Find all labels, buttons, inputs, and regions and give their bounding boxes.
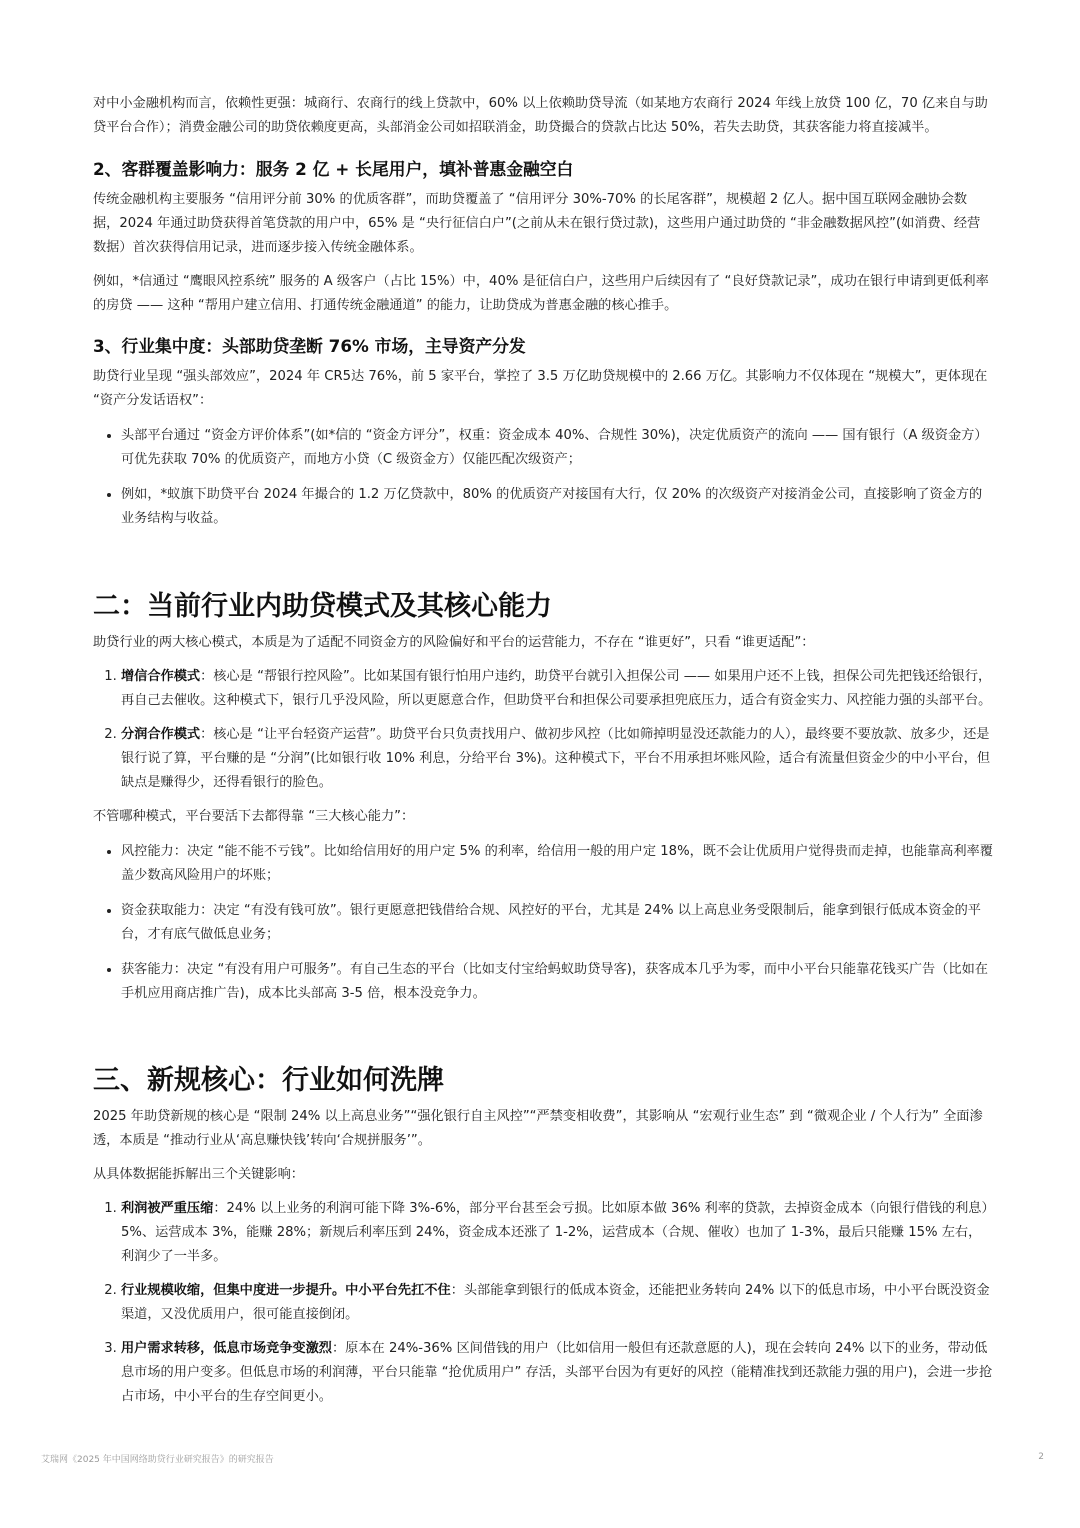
impact-text: ：24% 以上业务的利润可能下降 3%-6%，部分平台甚至会亏损。比如原本做 36% 利率的贷款，去掉资金成本（向银行借钱的利息）5%、运营成本 3%，能赚 28%；新规后利率压到 24%，资金成本还涨了 1-2%，运营成本（合规、催收）也加了 1-3%，最后只能赚 15% 左右，利润少了一半多。 (121, 1201, 989, 1264)
mode-title: 分润合作模式 (121, 727, 201, 742)
chapter-2-ability-list (93, 839, 993, 1006)
chapter-2-heading: 二：当前行业内助贷模式及其核心能力 (93, 591, 552, 622)
impact-text: ：原本在 24%-36% 区间借钱的用户（比如信用一般但有还款意愿的人)，现在会转向 24% 以下的业务，带动低息市场的用户变多。但低息市场的利润薄，平台只能靠 “抢优质用户” 存活，头部平台因为有更好的风控（能精准找到还款能力强的用户)，会进一步抢占市场，中小平台的生存空间更小。 (121, 1341, 993, 1404)
impact-title: 用户需求转移，低息市场竞争变激烈 (121, 1341, 332, 1356)
list-item: • 资金获取能力：决定 “有没有钱可放”。银行更愿意把钱借给合规、风控好的平台，尤其是 24% 以上高息业务受限制后，能拿到银行低成本资金的平台，才有底气做低息业务； (121, 898, 993, 947)
list-item (121, 1197, 993, 1269)
chapter-3-intro: 2025 年助贷新规的核心是 “限制 24% 以上高息业务”“强化银行自主风控”“严禁变相收费”，其影响从 “宏观行业生态” 到 “微观企业 / 个人行为” 全面渗透，本质是 “推动行业从‘高息赚快钱’转向‘合规拼服务’”。 (93, 1109, 983, 1148)
mode-title: 增信合作模式 (121, 669, 201, 684)
impact-title: 利润被严重压缩 (121, 1201, 214, 1216)
chapter-3-impact-list (93, 1197, 993, 1409)
chapter-3-heading: 三、新规核心：行业如何洗牌 (93, 1065, 444, 1096)
impact-text: ：头部能拿到银行的低成本资金，还能把业务转向 24% 以下的低息市场，中小平台既没资金渠道，又没优质用户，很可能直接倒闭。 (121, 1283, 990, 1322)
mode-text: ：核心是 “让平台轻资产运营”。助贷平台只负责找用户、做初步风控（比如筛掉明显没还款能力的人），最终要不要放款、放多少，还是银行说了算，平台赚的是 “分润”(比如银行收 10% 利息，分给平台 3%)。这种模式下，平台不用承担坏账风险，适合有流量但资金少的中小平台，但缺点是赚得少，还得看银行的脸色。 (121, 727, 991, 790)
list-item: • 例如，*蚁旗下助贷平台 2024 年撮合的 1.2 万亿贷款中，80% 的优质资产对接国有大行，仅 20% 的次级资产对接消金公司，直接影响了资金方的业务结构与收益。 (121, 482, 993, 531)
list-item: • 获客能力：决定 “有没有用户可服务”。有自己生态的平台（比如支付宝给蚂蚁助贷导客)，获客成本几乎为零，而中小平台只能靠花钱买广告（比如在手机应用商店推广告)，成本比头部高 3-5 倍，根本没竞争力。 (121, 957, 993, 1006)
section-3-heading: 3、行业集中度：头部助贷垄断 76% 市场，主导资产分发 (93, 336, 526, 356)
footer-source: 艾瑞网《2025 年中国网络助贷行业研究报告》的研究报告 (41, 1455, 274, 1465)
chapter-2-lead: 不管哪种模式，平台要活下去都得靠 “三大核心能力”： (93, 809, 415, 824)
list-item (121, 665, 993, 713)
section-3-paragraph: 助贷行业呈现 “强头部效应”，2024 年 CR5达 76%，前 5 家平台，掌控了 3.5 万亿助贷规模中的 2.66 万亿。其影响力不仅体现在 “规模大”，更体现在 “资产分发话语权”： (93, 369, 988, 408)
section-2-paragraph-1: 传统金融机构主要服务 “信用评分前 30% 的优质客群”，而助贷覆盖了 “信用评分 30%-70% 的长尾客群”，规模超 2 亿人。据中国互联网金融协会数据，2024 年通过助贷获得首笔贷款的用户中，65% 是 “央行征信白户”(之前从未在银行贷过款)，这些用户通过助贷的 “非金融数据风控”(如消费、经营数据）首次获得信用记录，进而逐步接入传统金融体系。 (93, 192, 981, 255)
page-footer (41, 1452, 1044, 1465)
chapter-3-lead: 从具体数据能拆解出三个关键影响： (93, 1167, 304, 1182)
list-item (121, 1337, 993, 1409)
section-2-heading: 2、客群覆盖影响力：服务 2 亿 + 长尾用户，填补普惠金融空白 (93, 159, 574, 179)
chapter-2-intro: 助贷行业的两大核心模式，本质是为了适配不同资金方的风险偏好和平台的运营能力，不存在 “谁更好”，只看 “谁更适配”： (93, 635, 815, 650)
document-body (93, 92, 993, 1409)
list-item: • 风控能力：决定 “能不能不亏钱”。比如给信用好的用户定 5% 的利率，给信用一般的用户定 18%，既不会让优质用户觉得贵而走掉，也能靠高利率覆盖少数高风险用户的坏账； (121, 839, 993, 888)
list-item: • 头部平台通过 “资金方评价体系”(如*信的 “资金方评分”，权重：资金成本 40%、合规性 30%)，决定优质资产的流向 —— 国有银行（A 级资金方）可优先获取 70% 的优质资产，而地方小贷（C 级资金方）仅能匹配次级资产； (121, 423, 993, 472)
section-3-bullet-list (93, 423, 993, 531)
page-number: 2 (1038, 1452, 1044, 1462)
section-2-paragraph-2: 例如，*信通过 “鹰眼风控系统” 服务的 A 级客户（占比 15%）中，40% 是征信白户，这些用户后续因有了 “良好贷款记录”，成功在银行申请到更低利率的房贷 —— 这种 “帮用户建立信用、打通传统金融通道” 的能力，让助贷成为普惠金融的核心推手。 (93, 274, 989, 313)
list-item (121, 1279, 993, 1327)
impact-title: 行业规模收缩，但集中度进一步提升。中小平台先扛不住 (121, 1283, 451, 1298)
mode-text: ：核心是 “帮银行控风险”。比如某国有银行怕用户违约，助贷平台就引入担保公司 —— 如果用户还不上钱，担保公司先把钱还给银行，再自己去催收。这种模式下，银行几乎没风险，所以更愿意合作，但助贷平台和担保公司要承担兜底压力，适合有资金实力、风控能力强的头部平台。 (121, 669, 992, 708)
chapter-2-mode-list (93, 665, 993, 795)
list-item (121, 723, 993, 795)
intro-paragraph: 对中小金融机构而言，依赖性更强：城商行、农商行的线上贷款中，60% 以上依赖助贷导流（如某地方农商行 2024 年线上放贷 100 亿，70 亿来自与助贷平台合作）；消费金融公司的助贷依赖度更高，头部消金公司如招联消金，助贷撮合的贷款占比达 50%，若失去助贷，其获客能力将直接减半。 (93, 96, 988, 135)
